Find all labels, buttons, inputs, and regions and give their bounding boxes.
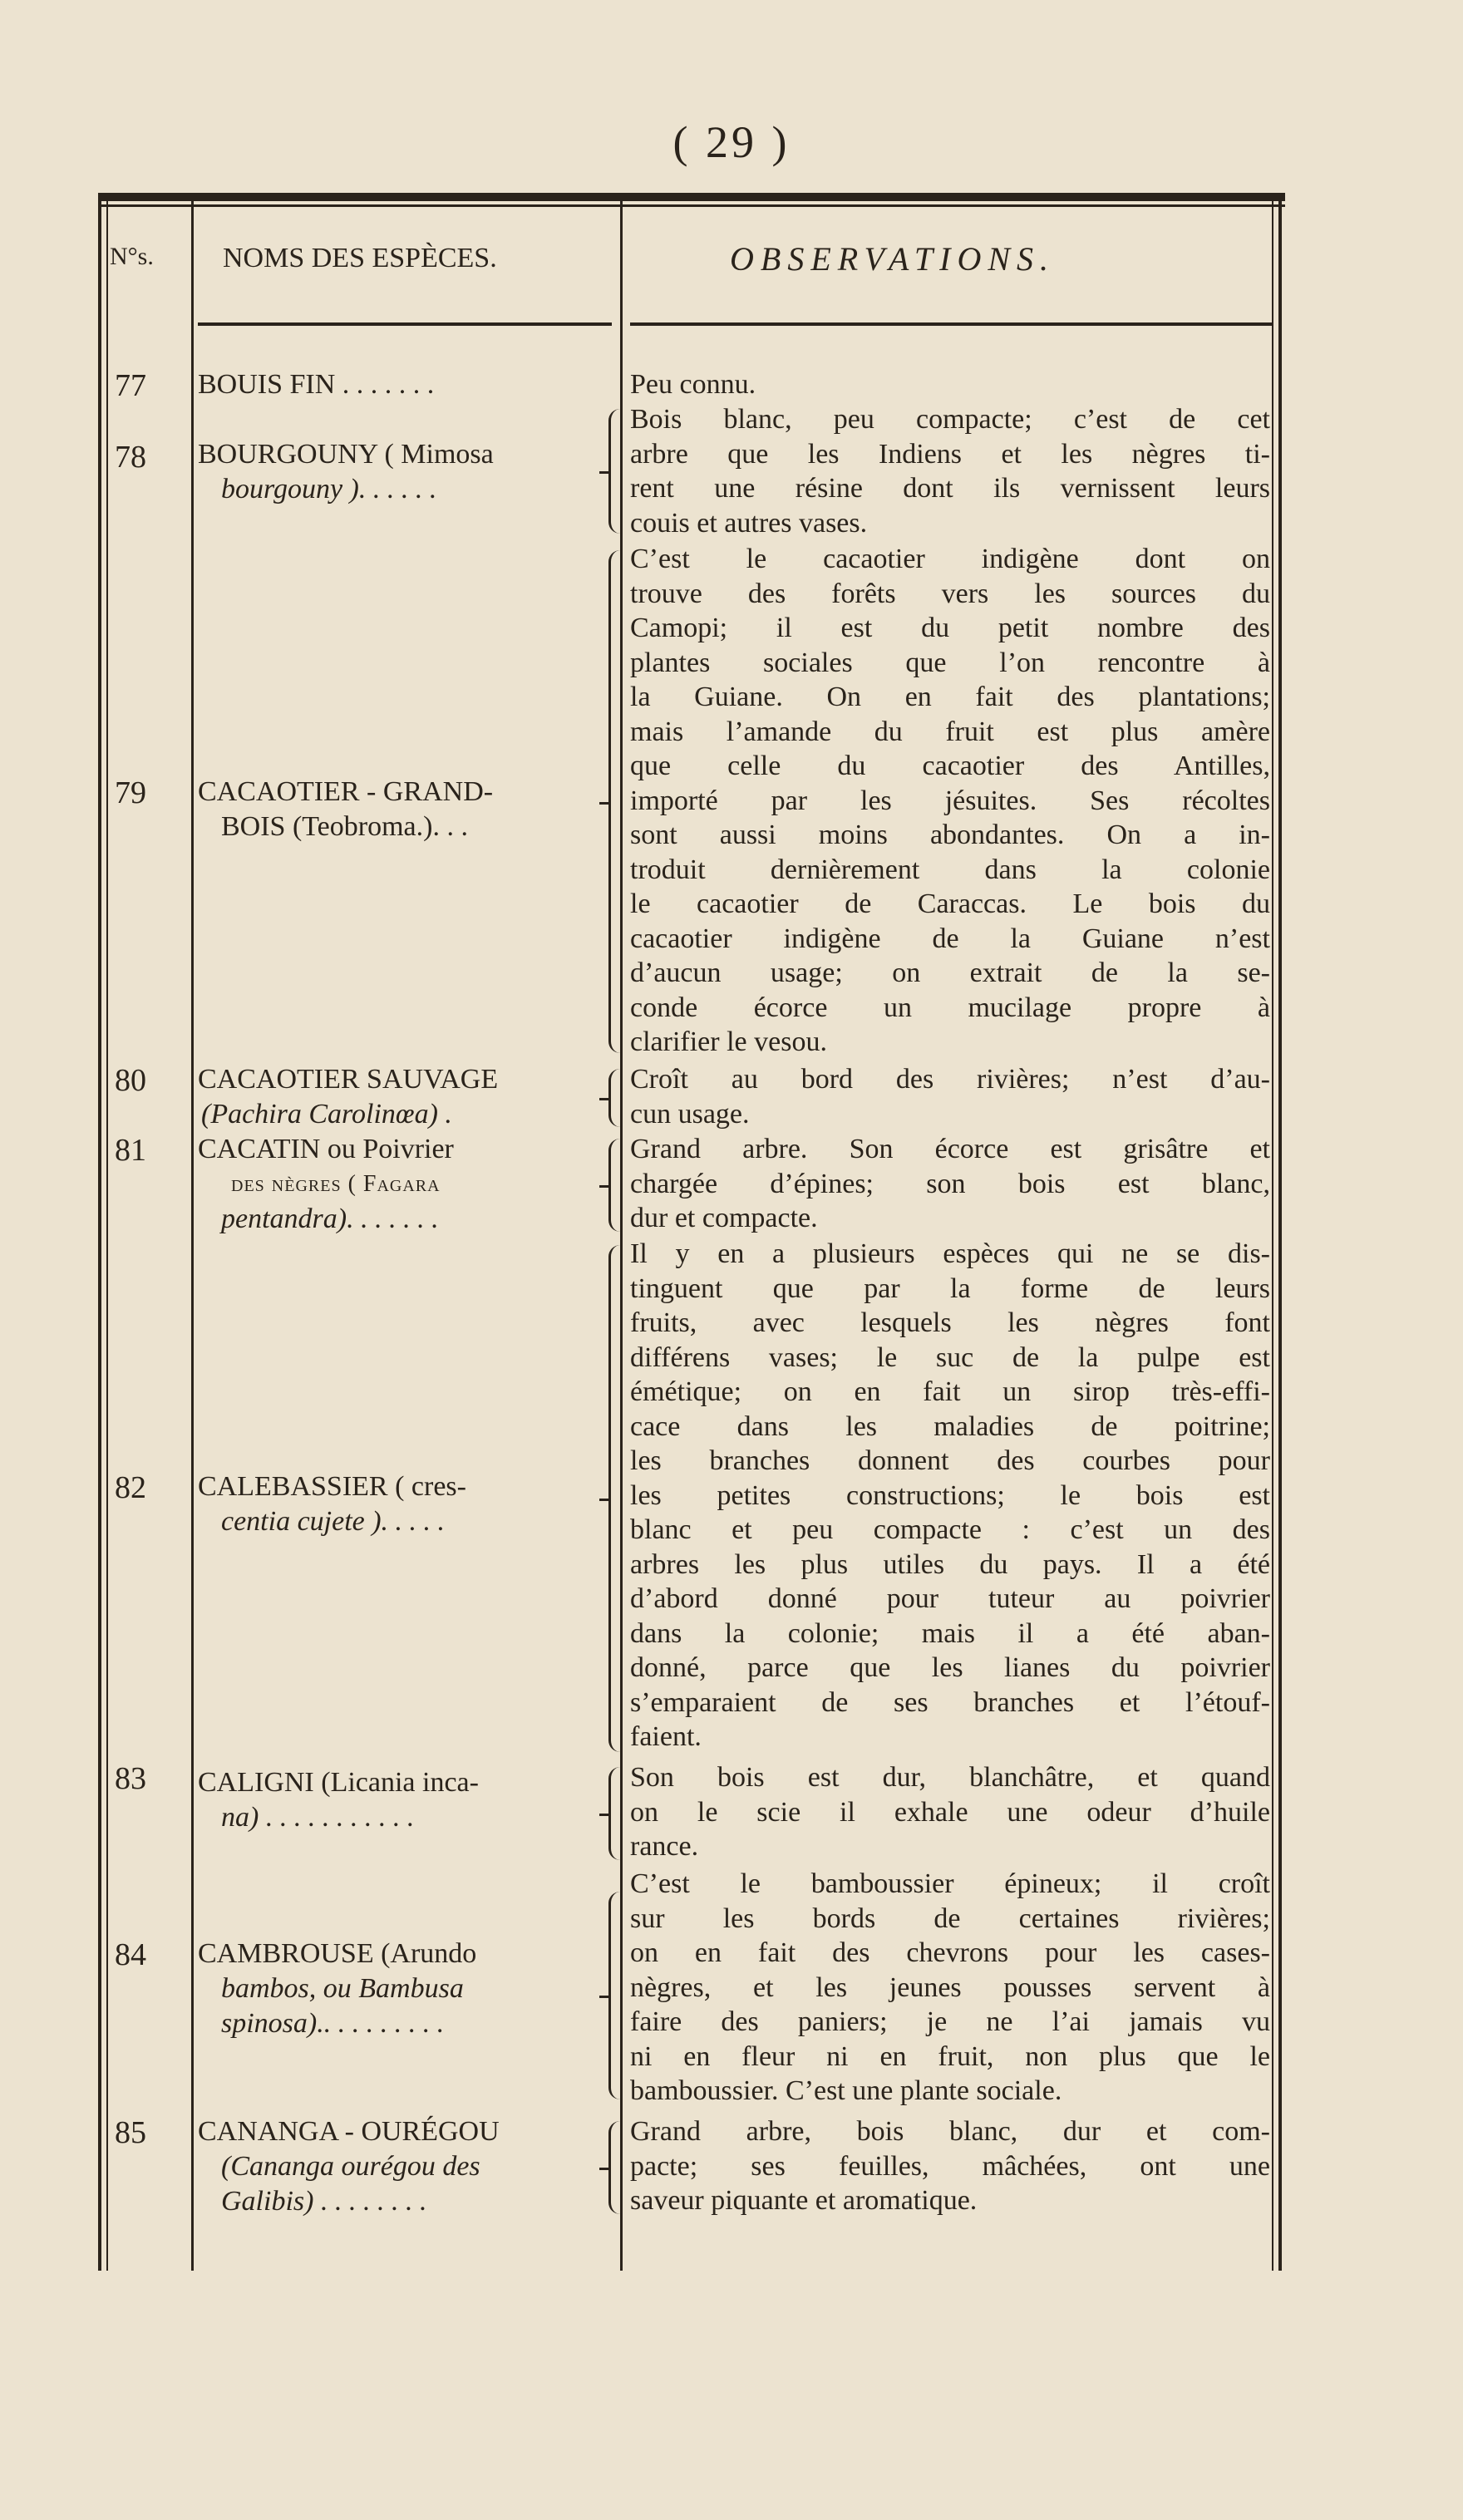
- obs-line: cacaotier indigène de la Guiane n’est: [630, 923, 1270, 954]
- obs-line: le cacaotier de Caraccas. Le bois du: [630, 888, 1270, 919]
- obs-line: rance.: [630, 1831, 699, 1862]
- obs-line: on le scie il exhale une odeur d’huile: [630, 1796, 1270, 1828]
- header-num: N°s.: [110, 243, 154, 270]
- name-line: CALEBASSIER ( cres-: [198, 1471, 466, 1502]
- obs-line: tinguent que par la forme de leurs: [630, 1272, 1270, 1304]
- obs-line: faire des paniers; je ne l’ai jamais vu: [630, 2006, 1270, 2037]
- obs-line: les branches donnent des courbes pour: [630, 1445, 1270, 1476]
- header-rule-name: [198, 322, 612, 326]
- species-name: [198, 775, 613, 844]
- name-line: CACATIN ou Poivrier: [198, 1134, 454, 1164]
- species-name: [198, 437, 613, 507]
- obs-line: trouve des forêts vers les sources du: [630, 578, 1270, 609]
- obs-line: cun usage.: [630, 1098, 750, 1130]
- name-line: CAMBROUSE (Arundo: [198, 1938, 477, 1969]
- name-line: (Cananga ourégou des: [221, 2151, 480, 2182]
- obs-line: la Guiane. On en fait des plantations;: [630, 682, 1270, 712]
- species-number: 77: [115, 368, 146, 403]
- obs-line: cace dans les maladies de poitrine;: [630, 1410, 1270, 1442]
- observation: [630, 1760, 1270, 1864]
- name-line: pentandra). . . . . . .: [221, 1203, 439, 1234]
- brace: [608, 1767, 631, 1860]
- obs-line: arbre que les Indiens et les nègres ti-: [630, 438, 1270, 470]
- obs-line: d’abord donné pour tuteur au poivrier: [630, 1583, 1270, 1614]
- species-number: 78: [115, 440, 146, 475]
- species-number: 82: [115, 1470, 146, 1505]
- observation: [630, 2114, 1270, 2218]
- observation: [630, 1062, 1270, 1131]
- species-table: [98, 193, 1285, 2271]
- name-line: CANANGA - OURÉGOU: [198, 2116, 500, 2147]
- species-number: 83: [115, 1761, 146, 1796]
- name-line: na) . . . . . . . . . . .: [221, 1802, 415, 1833]
- brace: [608, 550, 631, 1053]
- brace: [608, 2121, 631, 2214]
- column-divider-num: [191, 193, 194, 2271]
- obs-line: sont aussi moins abondantes. On a in-: [630, 819, 1270, 850]
- obs-line: Bois blanc, peu compacte; c’est de cet: [630, 404, 1270, 435]
- obs-line: Camopi; il est du petit nombre des: [630, 613, 1270, 643]
- obs-line: Il y en a plusieurs espèces qui ne se dis-: [630, 1238, 1270, 1269]
- observation: [630, 367, 1270, 402]
- obs-line: rent une résine dont ils vernissent leurs: [630, 473, 1270, 504]
- obs-line: on en fait des chevrons pour les cases-: [630, 1937, 1270, 1968]
- obs-line: fruits, avec lesquels les nègres font: [630, 1307, 1270, 1338]
- obs-line: différens vases; le suc de la pulpe est: [630, 1341, 1270, 1373]
- name-line: bourgouny ). . . . . .: [221, 474, 437, 504]
- header-observations: OBSERVATIONS.: [730, 240, 1056, 278]
- obs-line: pacte; ses feuilles, mâchées, ont une: [630, 2150, 1270, 2182]
- name-line: bambos, ou Bambusa: [221, 1973, 464, 2004]
- obs-line: Grand arbre. Son écorce est grisâtre et: [630, 1134, 1270, 1164]
- name-line: BOURGOUNY ( Mimosa: [198, 439, 494, 470]
- obs-line: arbres les plus utiles du pays. Il a été: [630, 1548, 1270, 1580]
- name-line: CALIGNI (Licania inca-: [198, 1767, 479, 1798]
- obs-line: Son bois est dur, blanchâtre, et quand: [630, 1762, 1270, 1793]
- name-line: Galibis) . . . . . . . .: [221, 2186, 427, 2217]
- obs-line: C’est le cacaotier indigène dont on: [630, 544, 1270, 574]
- obs-line: s’emparaient de ses branches et l’étouf-: [630, 1686, 1270, 1718]
- obs-line: chargée d’épines; son bois est blanc,: [630, 1168, 1270, 1199]
- obs-line: dur et compacte.: [630, 1203, 818, 1233]
- name-line: spinosa).. . . . . . . . .: [221, 2008, 445, 2039]
- observation: [630, 1867, 1270, 2109]
- name-line: BOUIS FIN . . . . . . .: [198, 369, 435, 400]
- obs-line: sur les bords de certaines rivières;: [630, 1902, 1270, 1934]
- name-line: CACAOTIER SAUVAGE: [198, 1064, 499, 1095]
- obs-line: d’aucun usage; on extrait de la se-: [630, 957, 1270, 988]
- brace: [608, 1892, 631, 2099]
- species-name: [198, 1765, 613, 1835]
- obs-line: Croît au bord des rivières; n’est d’au-: [630, 1064, 1270, 1095]
- page-number: ( 29 ): [672, 117, 791, 167]
- name-line: CACAOTIER - GRAND-: [198, 776, 494, 807]
- observation: [630, 1132, 1270, 1236]
- obs-line: mais l’amande du fruit est plus amère: [630, 716, 1270, 747]
- species-number: 81: [115, 1133, 146, 1168]
- header-rule-obs: [630, 322, 1272, 326]
- obs-line: clarifier le vesou.: [630, 1026, 827, 1057]
- obs-line: troduit dernièrement dans la colonie: [630, 854, 1270, 885]
- brace: [608, 1245, 631, 1752]
- name-line: BOIS (Teobroma.). . .: [221, 811, 468, 842]
- obs-line: plantes sociales que l’on rencontre à: [630, 647, 1270, 678]
- table-border-right-inner: [1272, 193, 1273, 2271]
- observation: [630, 1237, 1270, 1755]
- brace: [608, 1069, 631, 1127]
- obs-line: bamboussier. C’est une plante sociale.: [630, 2075, 1062, 2106]
- obs-line: nègres, et les jeunes pousses servent à: [630, 1971, 1270, 2003]
- obs-line: saveur piquante et aromatique.: [630, 2185, 978, 2216]
- species-name: [198, 1937, 613, 2041]
- obs-line: Grand arbre, bois blanc, dur et com-: [630, 2116, 1270, 2147]
- table-border-left: [98, 193, 101, 2271]
- obs-line: faient.: [630, 1721, 702, 1752]
- observation: [630, 402, 1270, 540]
- table-border-right: [1278, 193, 1282, 2271]
- name-line: centia cujete ). . . . .: [221, 1506, 446, 1537]
- obs-line: ni en fleur ni en fruit, non plus que le: [630, 2040, 1270, 2072]
- obs-line: dans la colonie; mais il a été aban-: [630, 1617, 1270, 1649]
- obs-line: émétique; on en fait un sirop très-effi-: [630, 1376, 1270, 1407]
- species-number: 84: [115, 1937, 146, 1972]
- obs-line: donné, parce que les lianes du poivrier: [630, 1652, 1270, 1683]
- obs-line: C’est le bamboussier épineux; il croît: [630, 1868, 1270, 1899]
- table-top-rule: [98, 193, 1285, 201]
- name-line: des nègres ( Fagara: [231, 1171, 441, 1197]
- species-name: [198, 1132, 613, 1237]
- table-border-left-inner: [106, 193, 108, 2271]
- obs-line: conde écorce un mucilage propre à: [630, 992, 1270, 1023]
- obs-line: que celle du cacaotier des Antilles,: [630, 751, 1270, 781]
- obs-line: importé par les jésuites. Ses récoltes: [630, 785, 1270, 816]
- species-name: [198, 367, 613, 402]
- observation: [630, 542, 1270, 1060]
- table-top-rule-thin: [98, 204, 1285, 207]
- brace: [608, 409, 631, 534]
- obs-line: les petites constructions; le bois est: [630, 1479, 1270, 1511]
- species-name: [198, 2114, 613, 2219]
- species-name: [198, 1062, 613, 1132]
- species-name: [198, 1469, 613, 1539]
- header-name: NOMS DES ESPÈCES.: [223, 243, 497, 273]
- species-number: 85: [115, 2115, 146, 2150]
- obs-line: blanc et peu compacte : c’est un des: [630, 1514, 1270, 1545]
- species-number: 79: [115, 775, 146, 810]
- obs-line: Peu connu.: [630, 369, 756, 400]
- brace: [608, 1139, 631, 1232]
- name-line: (Pachira Carolinœa) .: [201, 1099, 452, 1130]
- species-number: 80: [115, 1063, 146, 1098]
- obs-line: couis et autres vases.: [630, 507, 868, 539]
